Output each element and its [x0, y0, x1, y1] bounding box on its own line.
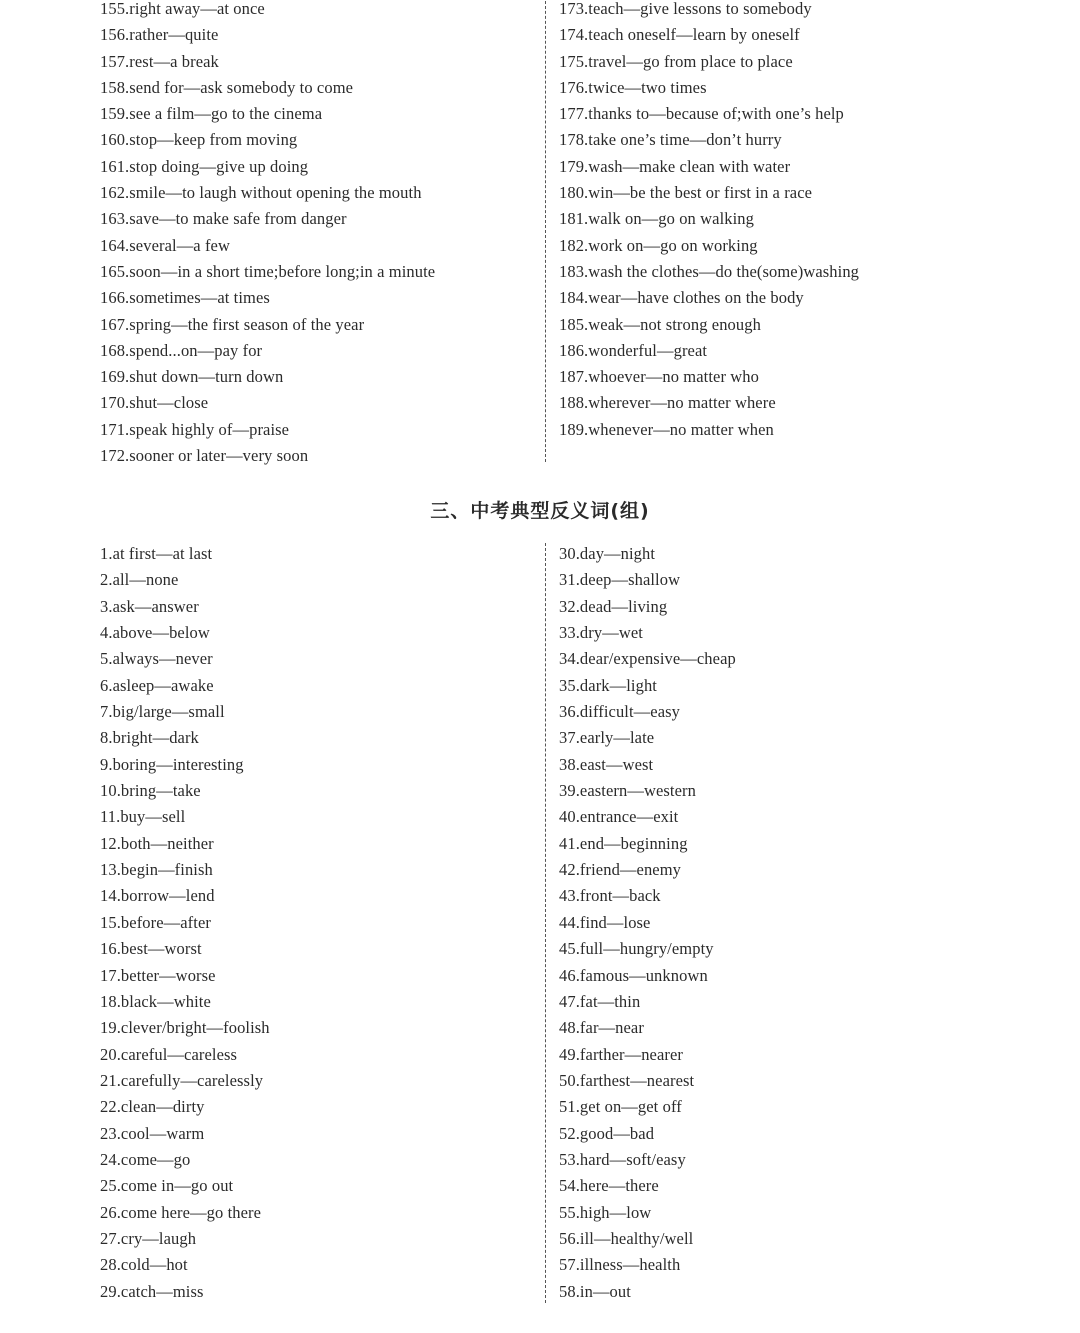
list-item: 34.dear/expensive—cheap [559, 649, 736, 669]
list-item: 11.buy—sell [100, 807, 186, 827]
list-item: 57.illness—health [559, 1255, 681, 1275]
list-item: 157.rest—a break [100, 51, 219, 71]
list-item: 169.shut down—turn down [100, 367, 284, 387]
synonym-list-right [559, 0, 1029, 443]
list-item: 19.clever/bright—foolish [100, 1018, 270, 1038]
list-item: 180.win—be the best or first in a race [559, 183, 813, 203]
list-item: 29.catch—miss [100, 1281, 204, 1301]
list-item: 23.cool—warm [100, 1123, 205, 1143]
list-item: 22.clean—dirty [100, 1097, 205, 1117]
list-item: 186.wonderful—great [559, 340, 708, 360]
section-title: 三、中考典型反义词(组) [430, 500, 650, 522]
list-item: 28.cold—hot [100, 1255, 188, 1275]
list-item: 51.get on—get off [559, 1097, 682, 1117]
list-item: 163.save—to make safe from danger [100, 209, 347, 229]
list-item: 25.come in—go out [100, 1176, 234, 1196]
list-item: 179.wash—make clean with water [559, 156, 791, 176]
list-item: 30.day—night [559, 544, 656, 563]
list-item: 164.several—a few [100, 235, 230, 255]
list-item: 38.east—west [559, 754, 654, 774]
list-item: 170.shut—close [100, 393, 209, 413]
list-item: 17.better—worse [100, 965, 216, 985]
list-item: 171.speak highly of—praise [100, 419, 290, 439]
list-item: 13.begin—finish [100, 860, 213, 880]
list-item: 172.sooner or later—very soon [100, 446, 309, 466]
list-item: 168.spend...on—pay for [100, 340, 263, 360]
list-item: 176.twice—two times [559, 77, 707, 97]
list-item: 15.before—after [100, 912, 211, 932]
list-item: 10.bring—take [100, 781, 201, 801]
list-item: 161.stop doing—give up doing [100, 156, 309, 176]
list-item: 155.right away—at once [100, 0, 265, 18]
list-item: 12.both—neither [100, 833, 214, 853]
list-item: 24.come—go [100, 1149, 191, 1169]
list-item: 9.boring—interesting [100, 754, 244, 774]
list-item: 16.best—worst [100, 939, 202, 959]
list-item: 52.good—bad [559, 1123, 655, 1143]
list-item: 184.wear—have clothes on the body [559, 288, 804, 308]
list-item: 1.at first—at last [100, 544, 213, 563]
list-item: 182.work on—go on working [559, 235, 758, 255]
antonym-list-left [100, 541, 530, 1305]
list-item: 3.ask—answer [100, 596, 199, 616]
list-item: 26.come here—go there [100, 1202, 262, 1222]
list-item: 42.friend—enemy [559, 860, 682, 880]
list-item: 8.bright—dark [100, 728, 199, 748]
list-item: 33.dry—wet [559, 623, 643, 643]
list-item: 47.fat—thin [559, 991, 641, 1011]
list-item: 177.thanks to—because of;with one’s help [559, 104, 844, 124]
list-item: 175.travel—go from place to place [559, 51, 793, 71]
list-item: 6.asleep—awake [100, 675, 214, 695]
list-item: 2.all—none [100, 570, 179, 590]
list-item: 166.sometimes—at times [100, 288, 270, 308]
list-item: 14.borrow—lend [100, 886, 215, 906]
list-item: 189.whenever—no matter when [559, 419, 774, 439]
list-item: 49.farther—nearer [559, 1044, 683, 1064]
list-item: 4.above—below [100, 623, 210, 643]
antonym-list-right [559, 541, 1029, 1305]
list-item: 27.cry—laugh [100, 1228, 197, 1248]
list-item: 7.big/large—small [100, 702, 225, 722]
list-item: 39.eastern—western [559, 781, 696, 801]
list-item: 188.wherever—no matter where [559, 393, 776, 413]
list-item: 32.dead—living [559, 596, 668, 616]
list-item: 44.find—lose [559, 912, 651, 932]
list-item: 58.in—out [559, 1281, 631, 1301]
list-item: 156.rather—quite [100, 25, 219, 45]
list-item: 56.ill—healthy/well [559, 1228, 694, 1248]
list-item: 43.front—back [559, 886, 661, 906]
list-item: 53.hard—soft/easy [559, 1149, 686, 1169]
synonym-section-continued [0, 0, 1080, 466]
list-item: 187.whoever—no matter who [559, 367, 759, 387]
column-divider [545, 543, 546, 1303]
list-item: 21.carefully—carelessly [100, 1070, 264, 1090]
list-item: 40.entrance—exit [559, 807, 679, 827]
list-item: 48.far—near [559, 1018, 644, 1038]
list-item: 35.dark—light [559, 675, 657, 695]
list-item: 41.end—beginning [559, 833, 688, 853]
list-item: 54.here—there [559, 1176, 659, 1196]
list-item: 162.smile—to laugh without opening the mouth [100, 183, 422, 203]
list-item: 45.full—hungry/empty [559, 939, 714, 959]
synonym-list-left [100, 0, 530, 469]
list-item: 46.famous—unknown [559, 965, 708, 985]
list-item: 173.teach—give lessons to somebody [559, 0, 812, 18]
list-item: 36.difficult—easy [559, 702, 680, 722]
list-item: 159.see a film—go to the cinema [100, 104, 323, 124]
list-item: 174.teach oneself—learn by oneself [559, 25, 800, 45]
list-item: 55.high—low [559, 1202, 652, 1222]
list-item: 37.early—late [559, 728, 655, 748]
list-item: 5.always—never [100, 649, 213, 669]
list-item: 50.farthest—nearest [559, 1070, 695, 1090]
list-item: 178.take one’s time—don’t hurry [559, 130, 782, 150]
list-item: 181.walk on—go on walking [559, 209, 754, 229]
list-item: 158.send for—ask somebody to come [100, 77, 354, 97]
antonym-section [0, 541, 1080, 1309]
list-item: 20.careful—careless [100, 1044, 238, 1064]
list-item: 18.black—white [100, 991, 211, 1011]
list-item: 183.wash the clothes—do the(some)washing [559, 261, 860, 281]
list-item: 167.spring—the first season of the year [100, 314, 365, 334]
list-item: 165.soon—in a short time;before long;in a minute [100, 261, 436, 281]
list-item: 160.stop—keep from moving [100, 130, 298, 150]
list-item: 31.deep—shallow [559, 570, 681, 590]
list-item: 185.weak—not strong enough [559, 314, 761, 334]
column-divider [545, 0, 546, 462]
